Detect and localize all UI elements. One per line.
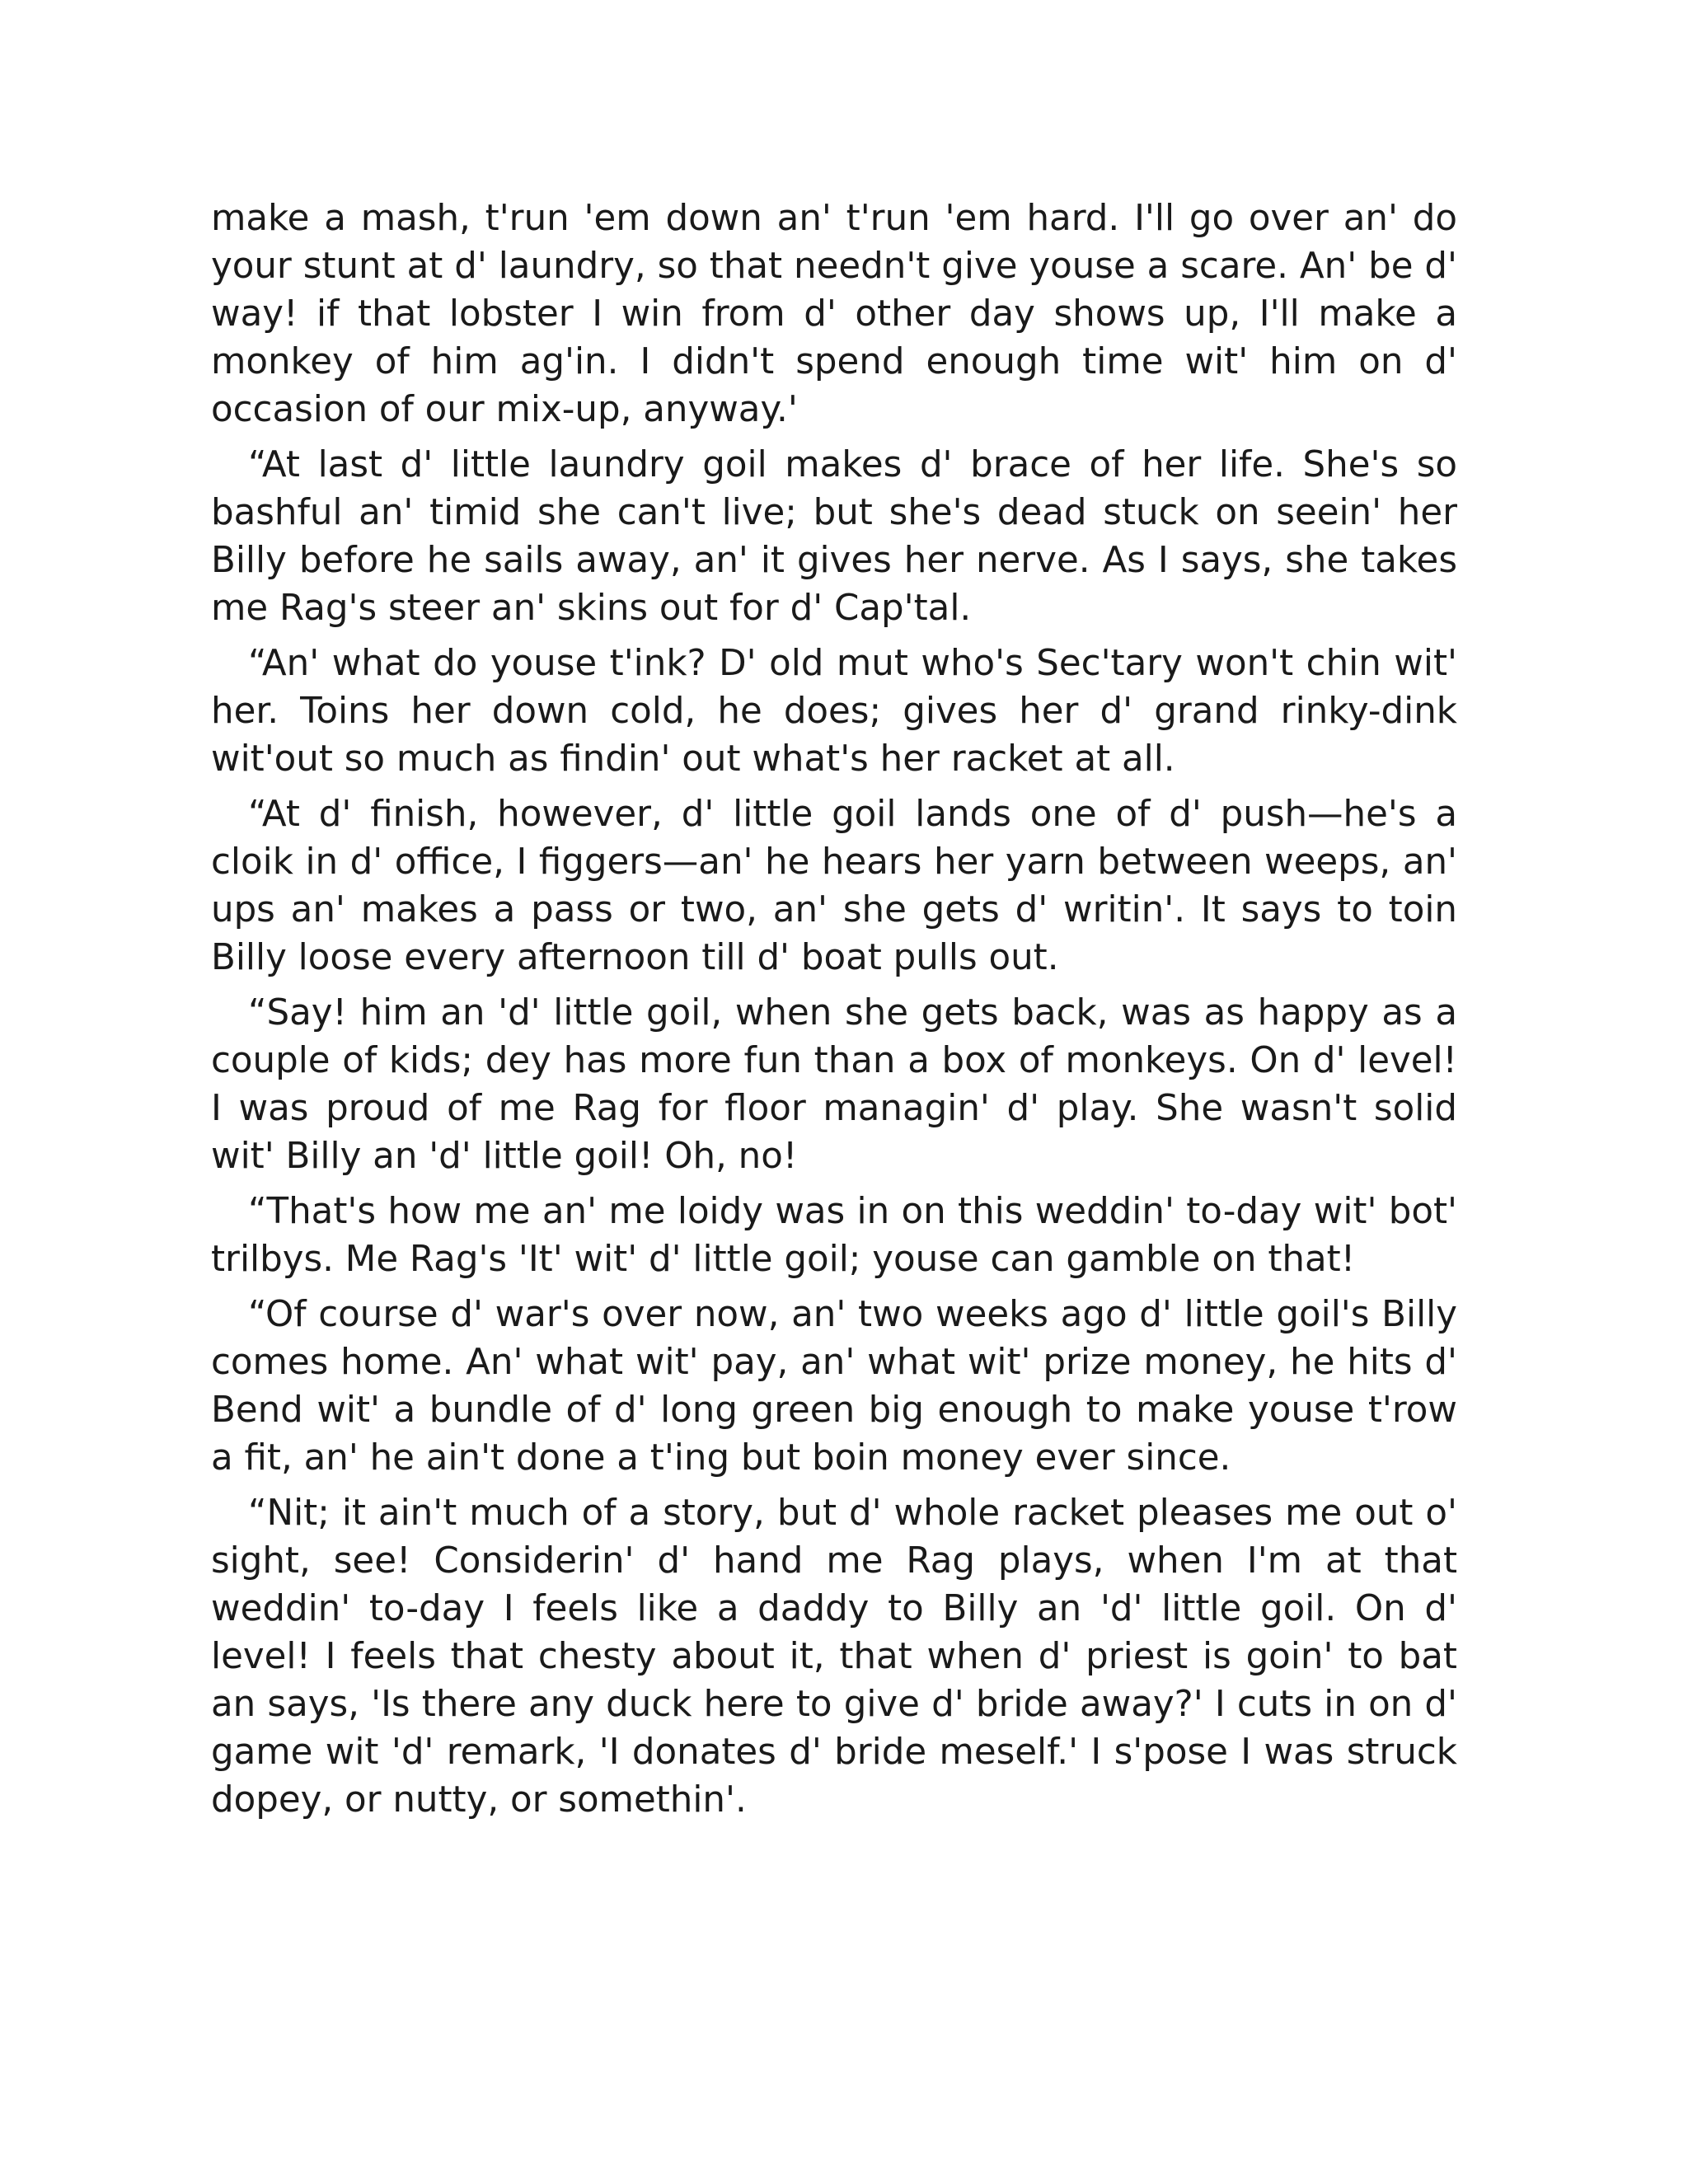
page-body: [211, 194, 1457, 1831]
paragraph-1: make a mash, t'run 'em down an' t'run 'em hard. I'll go over an' do your stunt at d' laundry, so that needn't give youse a scare. An' be d' way! if that lobster I win from d' other day shows up, I'll make a monkey of him ag'in. I didn't spend enough time wit' him on d' occasion of our mix-up, anyway.': [211, 198, 1457, 430]
paragraph-6: “That's how me an' me loidy was in on this weddin' to-day wit' bot' trilbys. Me Rag's 'It' wit' d' little goil; youse can gamble on that!: [211, 1191, 1457, 1280]
paragraph-7: “Of course d' war's over now, an' two weeks ago d' little goil's Billy comes home. An' what wit' pay, an' what wit' prize money, he hits d' Bend wit' a bundle of d' long green big enough to make youse t'row a fit, an' he ain't done a t'ing but boin money ever since.: [211, 1294, 1457, 1479]
paragraph-8: “Nit; it ain't much of a story, but d' whole racket pleases me out o' sight, see! Considerin' d' hand me Rag plays, when I'm at that weddin' to-day I feels like a daddy to Billy an 'd' little goil. On d' level! I feels that chesty about it, that when d' priest is goin' to bat an says, 'Is there any duck here to give d' bride away?' I cuts in on d' game wit 'd' remark, 'I donates d' bride meself.' I s'pose I was struck dopey, or nutty, or somethin'.: [211, 1493, 1457, 1821]
paragraph-2: “At last d' little laundry goil makes d' brace of her life. She's so bashful an' timid she can't live; but she's dead stuck on seein' her Billy before he sails away, an' it gives her nerve. As I says, she takes me Rag's steer an' skins out for d' Cap'tal.: [211, 444, 1457, 629]
paragraph-5: “Say! him an 'd' little goil, when she gets back, was as happy as a couple of kids; dey has more fun than a box of monkeys. On d' level! I was proud of me Rag for floor managin' d' play. She wasn't solid wit' Billy an 'd' little goil! Oh, no!: [211, 992, 1457, 1177]
paragraph-3: “An' what do youse t'ink? D' old mut who's Sec'tary won't chin wit' her. Toins her down cold, he does; gives her d' grand rinky-dink wit'out so much as findin' out what's her racket at all.: [211, 643, 1457, 780]
paragraph-4: “At d' finish, however, d' little goil lands one of d' push—he's a cloik in d' office, I figgers—an' he hears her yarn between weeps, an' ups an' makes a pass or two, an' she gets d' writin'. It says to toin Billy loose every afternoon till d' boat pulls out.: [211, 794, 1457, 978]
